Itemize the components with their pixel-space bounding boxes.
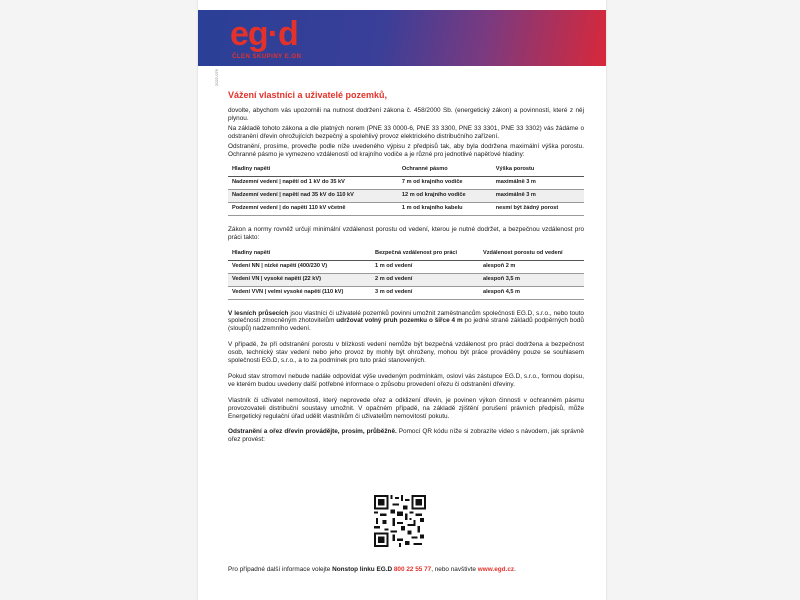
table-row: [228, 203, 584, 216]
table-row: [228, 286, 584, 299]
document-page: [198, 0, 606, 600]
table-cell: alespoň 4,5 m: [479, 286, 584, 299]
egd-logo: eg·d: [230, 15, 298, 53]
table2-header: Vzdálenost porostu od vedení: [479, 248, 584, 260]
safe-distance-table: [228, 248, 584, 300]
table2-header: Hladiny napětí: [228, 248, 371, 260]
table-cell: alespoň 2 m: [479, 260, 584, 273]
letter-title: Vážení vlastníci a uživatelé pozemků,: [228, 90, 388, 100]
logo-subtitle: ČLEN SKUPINY E.ON: [232, 54, 302, 60]
table-row: [228, 177, 584, 190]
website-link[interactable]: www.egd.cz: [477, 566, 515, 573]
table-cell: Vedení VVN | velmi vysoké napětí (110 kV): [228, 286, 371, 299]
header-banner: [198, 10, 606, 66]
table-cell: nesmí být žádný porost: [492, 203, 584, 216]
table1-header: Výška porostu: [492, 164, 584, 176]
table-cell: alespoň 3,5 m: [479, 273, 584, 286]
letter-body: [228, 90, 584, 446]
intro-paragraph-3: Odstranění, prosíme, proveďte podle níže uvedeného výpisu z předpisů tak, aby byla dodržena maximální výška porostu. Ochranné pásmo je vymezeno vzdáleností od krajního vodiče a je různé pro jednotlivé napěťové hladiny:: [228, 142, 584, 158]
table-cell: Nadzemní vedení | napětí nad 35 kV do 110 kV: [228, 190, 398, 203]
table1-header: Hladiny napětí: [228, 164, 398, 176]
table-cell: maximálně 3 m: [492, 177, 584, 190]
intro-paragraph-2: Na základě tohoto zákona a dle platných norem (PNE 33 0000-6, PNE 33 3300, PNE 33 3301, PNE 33 3302) vás žádáme o odstranění dřevin ohrožujících bezpečný a spolehlivý provoz elektrického distribučního zařízení.: [228, 124, 584, 140]
table-row: [228, 260, 584, 273]
forest-lead: V lesních průsecích: [228, 309, 289, 317]
table1-header: Ochranné pásmo: [398, 164, 492, 176]
footer: [228, 566, 588, 573]
forest-bold: udržovat volný pruh pozemku o šířce 4 m: [336, 317, 463, 325]
footer-text-2: , nebo navštivte: [431, 566, 478, 573]
forest-text-2: po jedné straně základů podpěrných bodů (sloupů) nadzemního vedení.: [228, 317, 584, 333]
table-cell: maximálně 3 m: [492, 190, 584, 203]
forest-text-1: jsou vlastníci či uživatelé pozemků povinni umožnit zaměstnancům společnosti EG.D, s.r.o., nebo touto společností zmocněným zhotovitelům: [228, 309, 584, 325]
safety-paragraph: V případě, že při odstranění porostu v blízkosti vedení nemůže být bezpečná vzdálenost pro práci dodržena a bezpečnost osob, technický stav vedení nebo jeho provoz by mohly být ohroženy, mohou být práce prováděny pouze se souhlasem společnosti EG.D, s.r.o., a to za podmínek pro tuto práci stanovených.: [228, 341, 584, 365]
table2-header: Bezpečná vzdálenost pro práci: [371, 248, 479, 260]
qr-code[interactable]: [374, 495, 426, 547]
table-cell: 1 m od vedení: [371, 260, 479, 273]
table-cell: Vedení VN | vysoké napětí (22 kV): [228, 273, 371, 286]
table-cell: 12 m od krajního vodiče: [398, 190, 492, 203]
table-cell: 1 m od krajního kabelu: [398, 203, 492, 216]
protection-zone-table: [228, 164, 584, 216]
table-row: [228, 190, 584, 203]
qr-bold: Odstranění a ořez dřevin provádějte, prosím, průběžně.: [228, 428, 397, 436]
hotline-label: Nonstop linku EG.D: [332, 566, 393, 573]
document-id: 2022-076: [214, 69, 219, 86]
penalty-paragraph: Vlastník či uživatel nemovitosti, který neprovede ořez a odklizení dřevin, je povinen výkon činnosti v ochranném pásmu provozovateli distribuční soustavy umožnit. V opačném případě, na základě zjištění porušení právních předpisů, může Energetický regulační úřad udělit vlastníkům či uživatelům nemovitostí pokutu.: [228, 396, 584, 420]
notice-paragraph: Pokud stav stromoví nebude nadále odpovídat výše uvedeným podmínkám, osloví vás zástupce EG.D, s.r.o., formou dopisu, ve kterém budou uvedeny další potřebné informace o způsobu provedení ořezu či odstranění dřeviny.: [228, 372, 584, 388]
table-cell: 3 m od vedení: [371, 286, 479, 299]
table-cell: Vedení NN | nízké napětí (400/230 V): [228, 260, 371, 273]
table-cell: Podzemní vedení | do napětí 110 kV včetně: [228, 203, 398, 216]
footer-text-1: Pro případné další informace volejte: [228, 566, 333, 573]
qr-text: Pomocí QR kódu níže si zobrazíte video s návodem, jak správně ořez provést:: [228, 428, 584, 444]
table-cell: Nadzemní vedení | napětí od 1 kV do 35 kV: [228, 177, 398, 190]
intro-paragraph-1: dovolte, abychom vás upozornili na nutnost dodržení zákona č. 458/2000 Sb. (energetický zákon) a povinností, které z něj plynou.: [228, 107, 584, 122]
table-cell: 7 m od krajního vodiče: [398, 177, 492, 190]
table-cell: 2 m od vedení: [371, 273, 479, 286]
distance-paragraph: Zákon a normy rovněž určují minimální vzdálenost porostu od vedení, kterou je nutné dodržet, a bezpečnou vzdálenost pro práci takto:: [228, 226, 584, 241]
hotline-phone[interactable]: 800 22 55 77: [393, 566, 432, 573]
table-row: [228, 273, 584, 286]
footer-end: .: [514, 566, 516, 573]
forest-paragraph: [228, 310, 584, 334]
qr-paragraph: [228, 428, 584, 444]
